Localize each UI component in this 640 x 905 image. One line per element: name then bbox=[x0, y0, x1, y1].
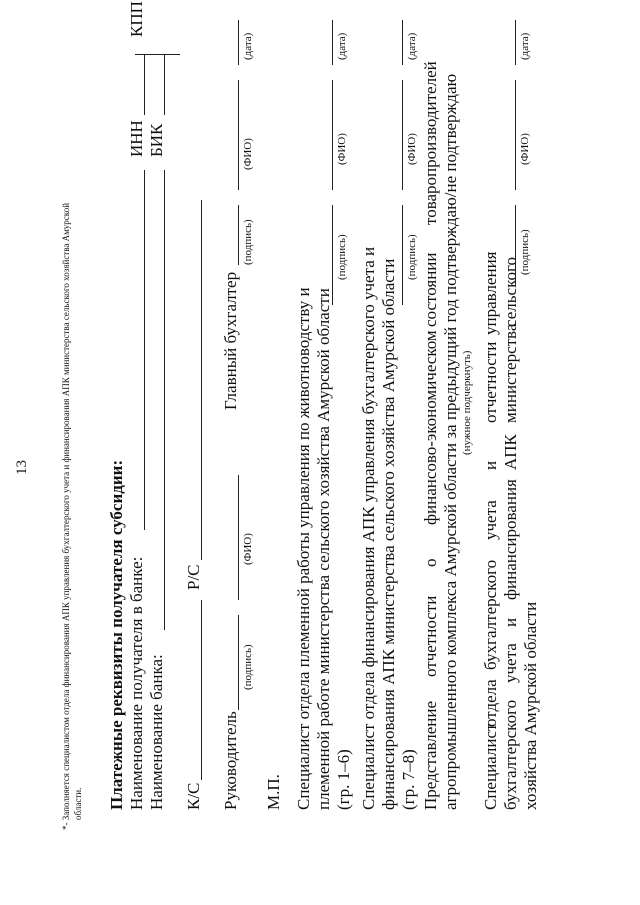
specialist-date-line bbox=[515, 20, 516, 65]
specialist-word-7: управления bbox=[481, 251, 500, 335]
reporting-word-2: отчетности bbox=[421, 595, 440, 677]
reporting-word-6: товаропроизводителей bbox=[421, 61, 440, 225]
recipient-bank-label: Наименование получателя в банке: bbox=[127, 556, 146, 810]
specialist-line-3: хозяйства Амурской области bbox=[521, 601, 540, 810]
specialist-fio-caption: (ФИО) bbox=[519, 133, 531, 165]
specialist-signature-caption: (подпись) bbox=[519, 229, 531, 275]
financing-fio-line bbox=[402, 80, 403, 190]
head-signature-line bbox=[238, 615, 239, 710]
ks-line bbox=[201, 600, 202, 780]
livestock-line-2: племенной работе министерства сельского хозяйства Амурской области bbox=[314, 288, 333, 810]
kpp-label: КПП bbox=[127, 1, 146, 37]
inn-line bbox=[144, 55, 145, 115]
reporting-word-1: Представление bbox=[421, 700, 440, 810]
specialist-word-13: министерства bbox=[501, 323, 520, 423]
accountant-signature-line bbox=[238, 205, 239, 265]
bank-name-label: Наименование банка: bbox=[147, 654, 166, 810]
footnote-line-2: области. bbox=[73, 787, 83, 820]
head-signature-caption: (подпись) bbox=[242, 644, 254, 690]
chief-accountant-label: Главный бухгалтер bbox=[221, 271, 240, 410]
financing-fio-caption: (ФИО) bbox=[406, 133, 418, 165]
rs-line bbox=[201, 200, 202, 560]
accountant-date-caption: (дата) bbox=[242, 32, 254, 60]
reporting-word-4: финансово-экономическом bbox=[421, 330, 440, 525]
bik-label: БИК bbox=[147, 123, 166, 157]
specialist-word-12: АПК bbox=[501, 434, 520, 470]
accountant-signature-caption: (подпись) bbox=[242, 219, 254, 265]
specialist-word-9: учета bbox=[501, 643, 520, 683]
specialist-word-11: финансирования bbox=[501, 479, 520, 600]
bank-name-line bbox=[164, 170, 165, 630]
bik-line bbox=[164, 55, 165, 115]
specialist-word-5: и bbox=[481, 460, 500, 470]
reporting-word-3: о bbox=[421, 558, 440, 567]
specialist-word-10: и bbox=[501, 617, 520, 627]
financing-signature-caption: (подпись) bbox=[406, 234, 418, 280]
financing-signature-line bbox=[402, 205, 403, 305]
payment-heading: Платежные реквизиты получателя субсидии: bbox=[107, 459, 126, 810]
head-fio-caption: (ФИО) bbox=[242, 533, 254, 565]
stamp-label: М.П. bbox=[264, 774, 283, 810]
accountant-date-line bbox=[238, 20, 239, 65]
reporting-note: (нужное подчеркнуть) bbox=[461, 350, 473, 455]
financing-date-caption: (дата) bbox=[406, 32, 418, 60]
footnote-line-1: *- Заполняется специалистом отдела финансирования АПК управления бухгалтерского учета и финансирования АПК министерства сельского хозяйства Амурской bbox=[61, 202, 71, 830]
specialist-fio-line bbox=[515, 80, 516, 190]
livestock-line-1: Специалист отдела племенной работы управления по животноводству и bbox=[294, 287, 313, 810]
reporting-word-5: состоянии bbox=[421, 252, 440, 327]
recipient-bank-line bbox=[144, 170, 145, 530]
livestock-signature-caption: (подпись) bbox=[336, 234, 348, 280]
financing-line-1: Специалист отдела финансирования АПК управления бухгалтерского учета и bbox=[359, 246, 378, 810]
financing-line-3: (гр. 7–8) bbox=[399, 749, 418, 810]
specialist-word-6: отчетности bbox=[481, 341, 500, 423]
specialist-word-4: учета bbox=[481, 500, 500, 540]
accountant-fio-caption: (ФИО) bbox=[242, 138, 254, 170]
livestock-signature-line bbox=[332, 205, 333, 305]
inn-label: ИНН bbox=[127, 120, 146, 157]
financing-date-line bbox=[402, 20, 403, 65]
livestock-date-line bbox=[332, 20, 333, 65]
specialist-word-14: сельского bbox=[501, 256, 520, 327]
specialist-word-3: бухгалтерского bbox=[481, 559, 500, 670]
livestock-fio-line bbox=[332, 80, 333, 190]
specialist-word-2: отдела bbox=[481, 679, 500, 727]
ks-label: К/С bbox=[184, 782, 203, 810]
livestock-date-caption: (дата) bbox=[336, 32, 348, 60]
specialist-signature-line bbox=[515, 205, 516, 285]
head-fio-line bbox=[238, 475, 239, 600]
livestock-fio-caption: (ФИО) bbox=[336, 133, 348, 165]
specialist-date-caption: (дата) bbox=[519, 32, 531, 60]
rs-label: Р/С bbox=[184, 564, 203, 590]
inn-bik-separator bbox=[135, 54, 180, 55]
page-number: 13 bbox=[14, 460, 30, 475]
specialist-word-8: бухгалтерского bbox=[501, 699, 520, 810]
accountant-fio-line bbox=[238, 80, 239, 190]
financing-line-2: финансирования АПК министерства сельского хозяйства Амурской области bbox=[379, 258, 398, 810]
livestock-line-3: (гр. 1–6) bbox=[334, 749, 353, 810]
head-label: Руководитель bbox=[221, 711, 240, 810]
reporting-line-2: агропромышленного комплекса Амурской области за предыдущий год подтверждаю/не подтверждаю bbox=[441, 73, 460, 810]
specialist-word-1: Специалист bbox=[481, 723, 500, 810]
